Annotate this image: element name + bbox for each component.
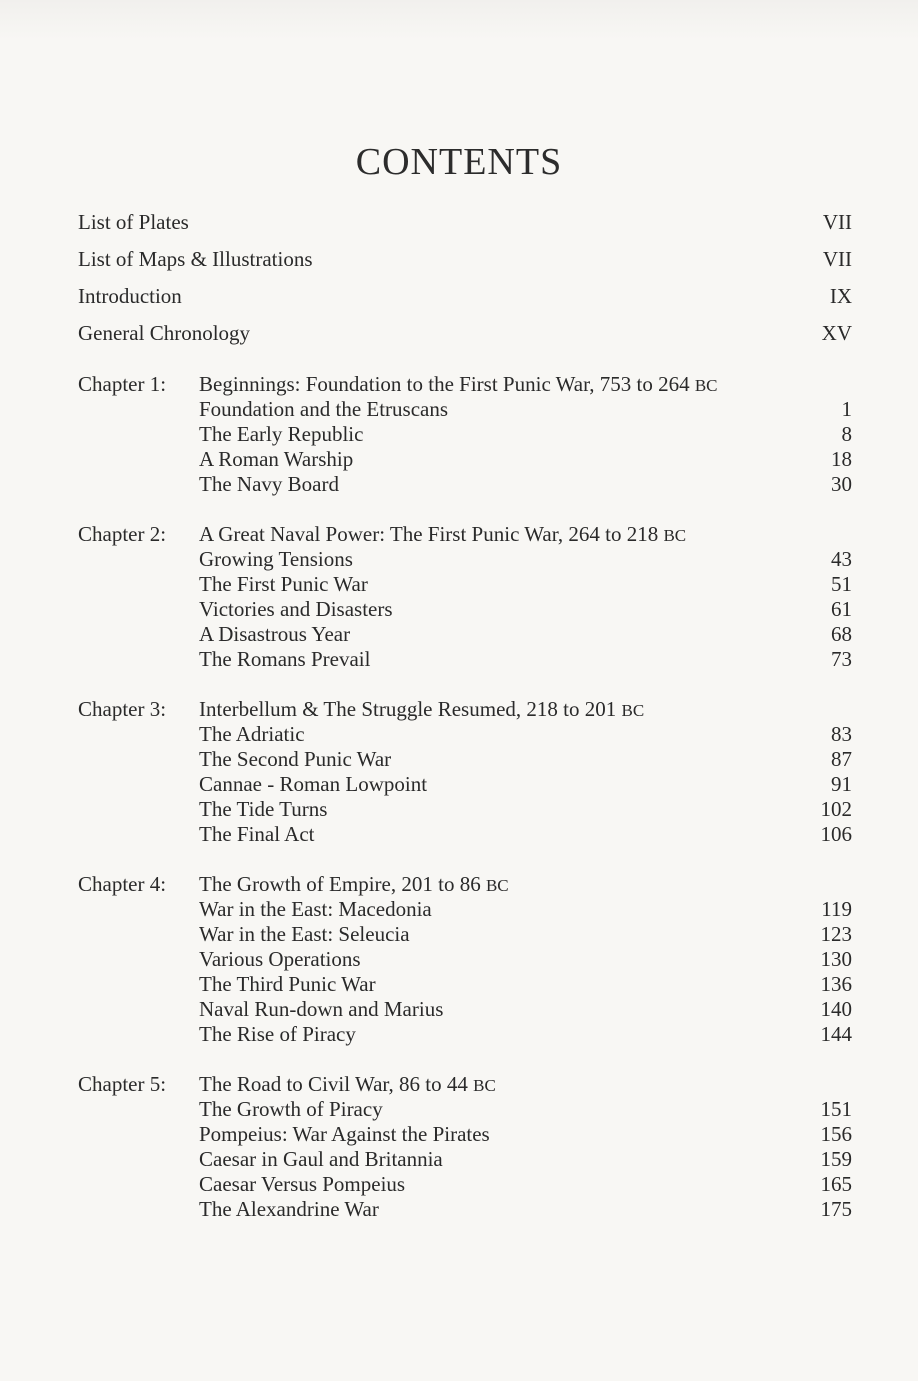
section-title: Caesar in Gaul and Britannia: [199, 1147, 443, 1171]
chapter-block: [78, 872, 852, 1047]
page-number: 123: [820, 922, 852, 946]
era-label: BC: [694, 376, 718, 395]
chapter-list: [78, 372, 852, 1247]
page-number: 175: [820, 1197, 852, 1221]
chapter-title-text: Beginnings: Foundation to the First Punic War, 753 to 264: [199, 372, 690, 396]
page-number: IX: [829, 284, 852, 308]
page-number: 151: [820, 1097, 852, 1121]
chapter-label: Chapter 3:: [78, 697, 167, 721]
section-entry: [78, 722, 852, 747]
section-entry: [78, 447, 852, 472]
page-number: 140: [820, 997, 852, 1021]
era-label: BC: [473, 1076, 496, 1095]
section-title: Caesar Versus Pompeius: [199, 1172, 406, 1196]
page-number: 156: [820, 1122, 852, 1146]
section-entry: [78, 422, 852, 447]
chapter-title: [199, 522, 852, 547]
section-entry: [78, 922, 852, 947]
section-entry: [78, 1197, 852, 1222]
section-title: The Tide Turns: [199, 797, 328, 821]
section-entry: [78, 772, 852, 797]
page-number: XV: [821, 321, 852, 345]
section-title: The First Punic War: [199, 572, 368, 596]
page-number: 119: [821, 897, 852, 921]
page-number: 8: [841, 422, 852, 446]
chapter-title: [199, 697, 852, 722]
section-title: The Adriatic: [199, 722, 305, 746]
page-number: 159: [820, 1147, 852, 1171]
entry-title: General Chronology: [78, 321, 251, 345]
era-label: BC: [485, 876, 509, 895]
page-number: VII: [822, 247, 852, 271]
chapter-block: [78, 372, 852, 497]
entry-title: Introduction: [78, 284, 182, 308]
era-label: BC: [663, 526, 687, 545]
chapter-label: Chapter 4:: [78, 872, 167, 896]
section-title: The Early Republic: [199, 422, 364, 446]
section-title: The Growth of Piracy: [199, 1097, 383, 1121]
section-title: Cannae - Roman Lowpoint: [199, 772, 428, 796]
section-title: The Navy Board: [199, 472, 339, 496]
chapter-label: Chapter 2:: [78, 522, 167, 546]
era-label: BC: [621, 701, 645, 720]
page-number: 61: [831, 597, 852, 621]
section-title: Naval Run-down and Marius: [199, 997, 444, 1021]
section-title: Pompeius: War Against the Pirates: [199, 1122, 490, 1146]
page-number: 136: [820, 972, 852, 996]
toc-entry: [78, 284, 852, 321]
section-entry: [78, 397, 852, 422]
page-number: VII: [822, 210, 852, 234]
section-title: Various Operations: [199, 947, 361, 971]
section-entry: [78, 747, 852, 772]
toc-entry: [78, 247, 852, 284]
section-title: A Roman Warship: [199, 447, 354, 471]
section-title: The Rise of Piracy: [199, 1022, 356, 1046]
front-matter-list: [78, 210, 852, 358]
page-number: 130: [820, 947, 852, 971]
page-number: 83: [831, 722, 852, 746]
page-number: 165: [820, 1172, 852, 1196]
section-entry: [78, 797, 852, 822]
section-entry: [78, 472, 852, 497]
chapter-title-text: Interbellum & The Struggle Resumed, 218 to 201: [199, 697, 617, 721]
toc-entry: [78, 321, 852, 358]
chapter-block: [78, 697, 852, 847]
chapter-title: [199, 372, 852, 397]
section-entry: [78, 622, 852, 647]
section-entry: [78, 822, 852, 847]
section-title: Victories and Disasters: [199, 597, 393, 621]
section-title: The Alexandrine War: [199, 1197, 379, 1221]
chapter-label: Chapter 5:: [78, 1072, 167, 1096]
page-number: 73: [831, 647, 852, 671]
section-entry: [78, 572, 852, 597]
section-title: The Second Punic War: [199, 747, 392, 771]
section-entry: [78, 897, 852, 922]
section-entry: [78, 547, 852, 572]
page-number: 43: [831, 547, 852, 571]
section-entry: [78, 647, 852, 672]
chapter-heading: [78, 372, 852, 397]
chapter-block: [78, 1072, 852, 1222]
section-entry: [78, 597, 852, 622]
section-entry: [78, 1022, 852, 1047]
chapter-title-text: The Growth of Empire, 201 to 86: [199, 872, 481, 896]
page-number: 87: [831, 747, 852, 771]
entry-title: List of Maps & Illustrations: [78, 247, 313, 271]
chapter-title: [199, 1072, 852, 1097]
section-entry: [78, 947, 852, 972]
chapter-block: [78, 522, 852, 672]
chapter-heading: [78, 522, 852, 547]
section-entry: [78, 1172, 852, 1197]
entry-title: List of Plates: [78, 210, 189, 234]
section-entry: [78, 1097, 852, 1122]
section-title: Growing Tensions: [199, 547, 353, 571]
section-title: A Disastrous Year: [199, 622, 351, 646]
page-number: 102: [820, 797, 852, 821]
chapter-title: [199, 872, 852, 897]
section-title: War in the East: Seleucia: [199, 922, 410, 946]
page-number: 68: [831, 622, 852, 646]
page-title: CONTENTS: [355, 141, 563, 183]
chapter-heading: [78, 1072, 852, 1097]
toc-entry: [78, 210, 852, 247]
section-entry: [78, 972, 852, 997]
page-number: 91: [831, 772, 852, 796]
chapter-title-text: A Great Naval Power: The First Punic War, 264 to 218: [199, 522, 659, 546]
chapter-title-text: The Road to Civil War, 86 to 44: [199, 1072, 468, 1096]
page-number: 30: [831, 472, 852, 496]
section-title: The Final Act: [199, 822, 315, 846]
section-title: The Third Punic War: [199, 972, 376, 996]
section-title: The Romans Prevail: [199, 647, 371, 671]
section-entry: [78, 1147, 852, 1172]
chapter-heading: [78, 697, 852, 722]
chapter-label: Chapter 1:: [78, 372, 167, 396]
chapter-heading: [78, 872, 852, 897]
section-entry: [78, 997, 852, 1022]
page-number: 1: [841, 397, 852, 421]
page-number: 18: [831, 447, 852, 471]
page-number: 51: [831, 572, 852, 596]
page-number: 144: [820, 1022, 852, 1046]
section-entry: [78, 1122, 852, 1147]
page-number: 106: [820, 822, 852, 846]
section-title: Foundation and the Etruscans: [199, 397, 449, 421]
section-title: War in the East: Macedonia: [199, 897, 432, 921]
